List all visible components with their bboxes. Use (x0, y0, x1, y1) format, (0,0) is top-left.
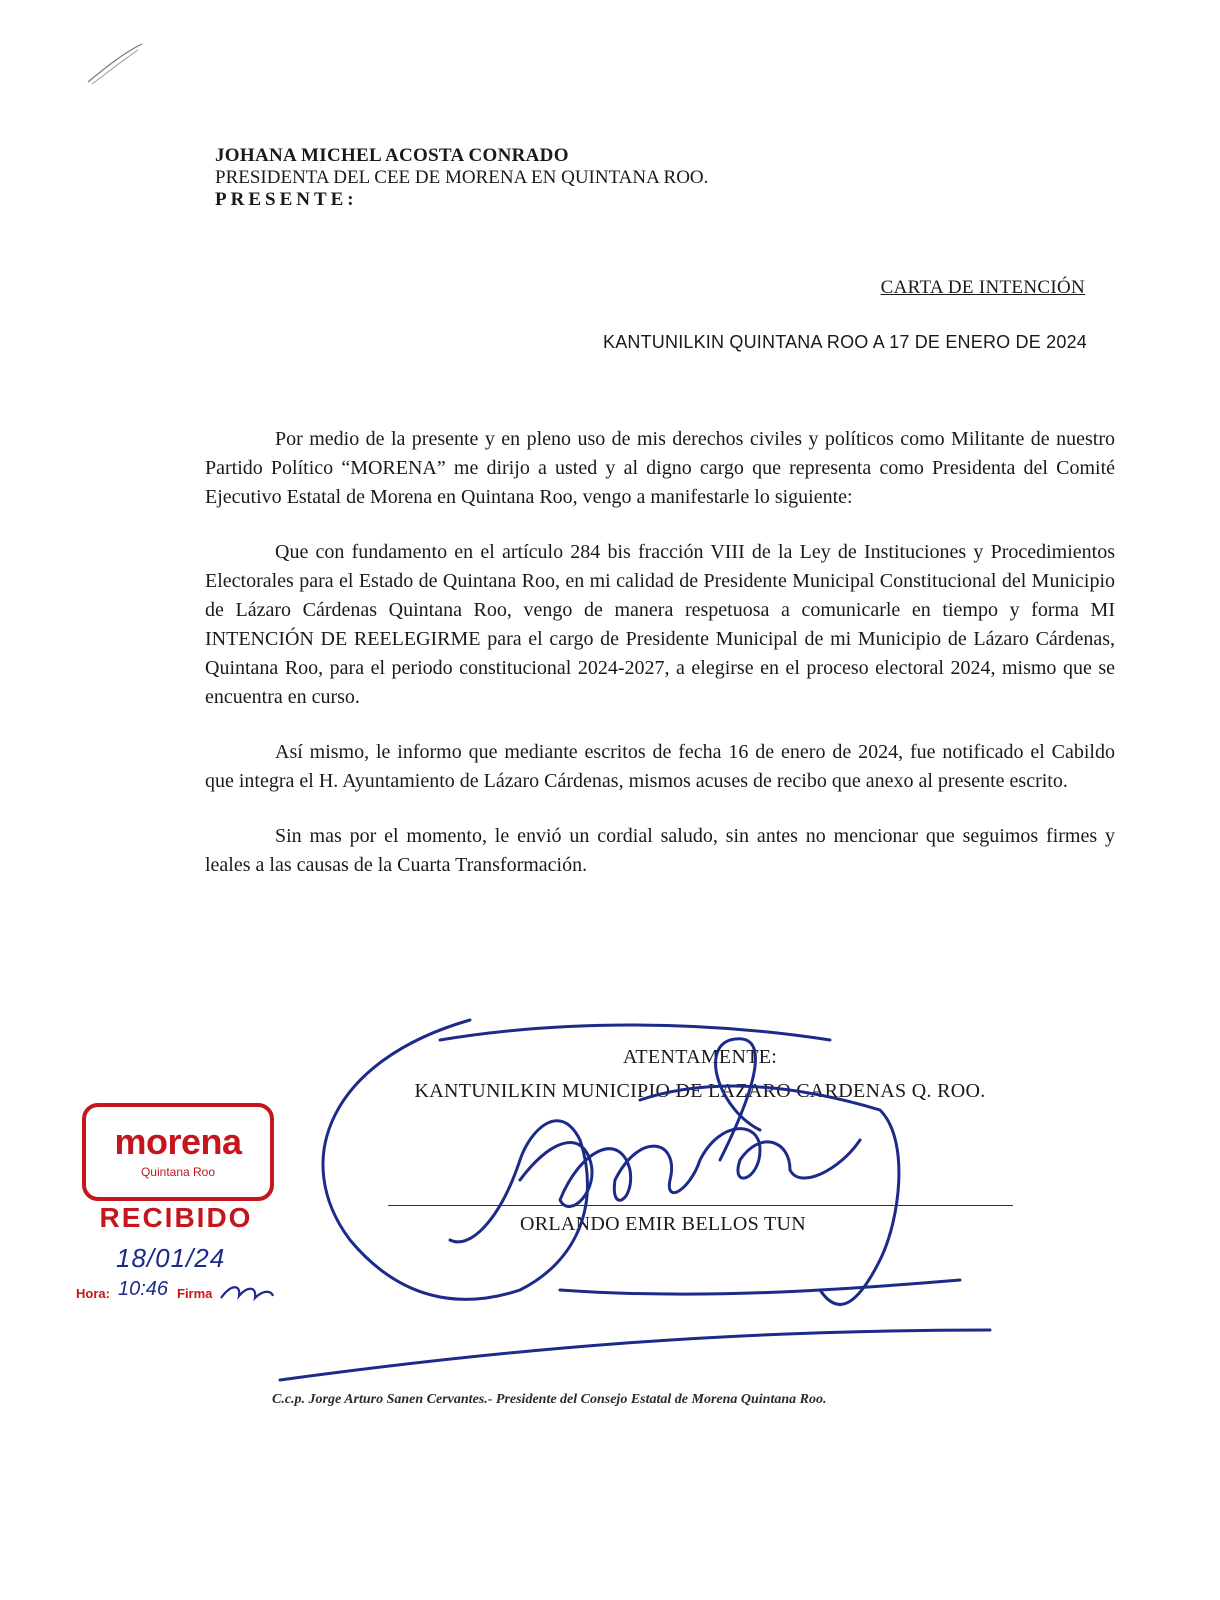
addressee-name: JOHANA MICHEL ACOSTA CONRADO (215, 145, 569, 166)
stamp-hora-label: Hora: (76, 1286, 110, 1301)
received-stamp (72, 1098, 282, 1318)
addressee-position: PRESIDENTA DEL CEE DE MORENA EN QUINTANA ROO. (215, 167, 709, 188)
signer-name: ORLANDO EMIR BELLOS TUN (520, 1213, 806, 1235)
stamp-subtitle: Quintana Roo (140, 1165, 216, 1179)
document-title: CARTA DE INTENCIÓN (880, 277, 1085, 298)
presente-label: PRESENTE: (215, 189, 358, 210)
signature-line (388, 1205, 1013, 1206)
body-paragraph: Que con fundamento en el artículo 284 bis fracción VIII de la Ley de Instituciones y Procedimientos Electorales para el Estado de Quintana Roo, en mi calidad de Presidente Municipal Constitucional del Municipio de Lázaro Cárdenas Quintana Roo, vengo de manera respetuosa a comunicarle en tiempo y forma MI INTENCIÓN DE REELEGIRME para el cargo de Presidente Municipal de mi Municipio de Lázaro Cárdenas, Quintana Roo, para el periodo constitucional 2024-2027, a elegirse en el proceso electoral 2024, mismo que se encuentra en curso. (205, 541, 1115, 708)
carbon-copy-line: C.c.p. Jorge Arturo Sanen Cervantes.- Presidente del Consejo Estatal de Morena Quintana Roo. (272, 1392, 827, 1407)
letter-body (205, 425, 1115, 906)
body-paragraph: Por medio de la presente y en pleno uso de mis derechos civiles y políticos como Militante de nuestro Partido Político “MORENA” me dirijo a usted y al digno cargo que representa como Presidenta del Comité Ejecutivo Estatal de Morena en Quintana Roo, vengo a manifestarle lo siguiente: (205, 428, 1115, 508)
body-paragraph: Sin mas por el momento, le envió un cordial saludo, sin antes no mencionar que seguimos firmes y leales a las causas de la Cuarta Transformación. (205, 825, 1115, 876)
closing-block (340, 1040, 1060, 1108)
stamp-hora-value: 10:46 (118, 1278, 169, 1300)
stamp-logo-box (82, 1103, 274, 1201)
body-paragraph: Así mismo, le informo que mediante escritos de fecha 16 de enero de 2024, fue notificado el Cabildo que integra el H. Ayuntamiento de Lázaro Cárdenas, mismos acuses de recibo que anexo al presente escrito. (205, 741, 1115, 792)
place-date: KANTUNILKIN QUINTANA ROO A 17 DE ENERO DE 2024 (602, 332, 1087, 352)
stamp-date: 18/01/24 (116, 1243, 226, 1273)
closing-location: KANTUNILKIN MUNICIPIO DE LAZARO CARDENAS Q. ROO. (414, 1080, 986, 1102)
atentamente-label: ATENTAMENTE: (622, 1046, 778, 1068)
pen-mark-icon (80, 40, 160, 90)
stamp-firma-label: Firma (177, 1286, 213, 1301)
stamp-status: RECIBIDO (99, 1202, 253, 1233)
stamp-initials-signature (217, 1278, 277, 1306)
addressee-block (215, 145, 708, 211)
morena-logo: morena (114, 1121, 242, 1162)
